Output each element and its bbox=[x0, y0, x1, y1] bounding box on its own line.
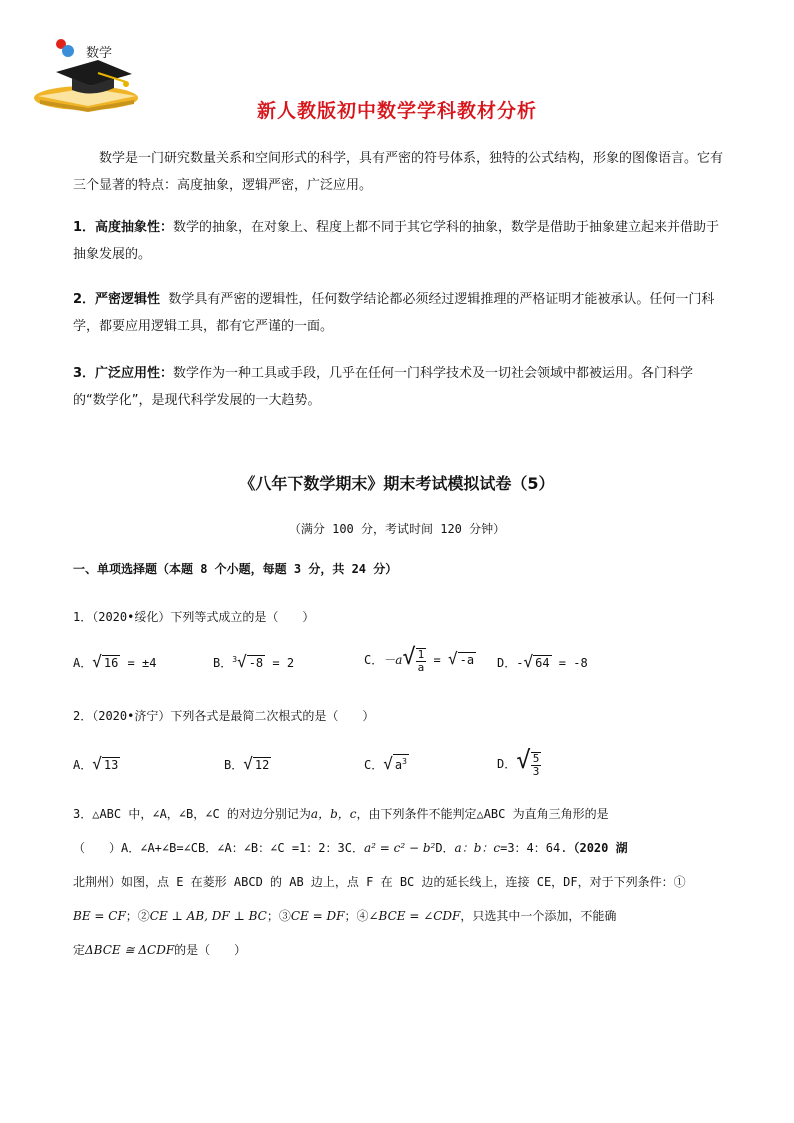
text: ，只选其中一个添加，不能确 bbox=[460, 909, 617, 923]
math-expression: ΔBCE ≅ ΔCDF bbox=[85, 943, 175, 957]
section-heading: 一、单项选择题（本题 8 个小题，每题 3 分，共 24 分） bbox=[73, 562, 398, 576]
feature-logic bbox=[73, 286, 723, 340]
question-3-4-block bbox=[73, 797, 723, 967]
option-label: D． bbox=[497, 656, 517, 670]
option-label: B． bbox=[213, 656, 233, 670]
option-label: A． bbox=[73, 656, 93, 670]
q2-option-a: A．√ 13 bbox=[73, 754, 119, 773]
equals: = bbox=[426, 653, 448, 667]
coefficient: －a bbox=[383, 653, 403, 667]
q1-option-a: A．√ 16 = ±4 bbox=[73, 652, 157, 671]
text: ；③ bbox=[266, 909, 291, 923]
text: =3：4：64. bbox=[500, 841, 568, 855]
feature-text: 数学作为一种工具或手段，几乎在任何一门科学技术及一切社会领域中都被运用。各门科学的“数学化”，是现代科学发展的一大趋势。 bbox=[73, 366, 694, 408]
fraction-denominator: a bbox=[417, 660, 425, 674]
exponent: 3 bbox=[402, 757, 407, 766]
feature-text: 数学的抽象，在对象上、程度上都不同于其它学科的抽象，数学是借助于抽象建立起来并借助于抽象发展的。 bbox=[73, 220, 720, 262]
feature-application bbox=[73, 360, 723, 414]
text: 3．△ABC 中，∠A，∠B，∠C 的对边分别记为 bbox=[73, 807, 311, 821]
text: 定 bbox=[73, 943, 86, 957]
question-2-stem: 2．（2020•济宁）下列各式是最简二次根式的是（ ） bbox=[73, 709, 375, 723]
sign: - bbox=[516, 656, 524, 670]
q4-line-5 bbox=[73, 933, 723, 967]
feature-label: 1．高度抽象性： bbox=[73, 220, 174, 235]
radicand: -a bbox=[459, 653, 475, 667]
q1-option-d: D．-√ 64 = -8 bbox=[497, 652, 588, 671]
option-label: C． bbox=[364, 758, 384, 772]
option-rest: = 2 bbox=[265, 656, 295, 670]
text: ，由下列条件不能判定△ABC 为直角三角形的是 bbox=[356, 807, 609, 821]
q2-option-c: C．√ $a^3$ bbox=[364, 754, 407, 773]
option-label: C． bbox=[364, 653, 384, 667]
fraction-denominator: 3 bbox=[532, 764, 540, 778]
exam-subtitle: （满分 100 分，考试时间 120 分钟） bbox=[288, 522, 506, 536]
option-rest: = -8 bbox=[551, 656, 588, 670]
condition-3: CE = DF bbox=[290, 909, 345, 923]
page-title: 新人教版初中数学学科教材分析 bbox=[256, 100, 537, 122]
q2-option-b: B．√ 12 bbox=[224, 754, 270, 773]
math-vars: a，b，c bbox=[310, 807, 357, 821]
text: ；② bbox=[125, 909, 150, 923]
logo-label: 数学 bbox=[86, 46, 113, 61]
intro-paragraph: 数学是一门研究数量关系和空间形式的科学，具有严密的符号体系，独特的公式结构，形象的图像语言。它有三个显著的特点：高度抽象，逻辑严密，广泛应用。 bbox=[73, 151, 724, 193]
option-rest: = ±4 bbox=[120, 656, 157, 670]
question-1-stem: 1．（2020•绥化）下列等式成立的是（ ） bbox=[73, 610, 315, 624]
option-label: A． bbox=[73, 758, 93, 772]
radicand: 13 bbox=[103, 758, 119, 772]
q1-option-b: B．$^3$√ -8 = 2 bbox=[213, 652, 295, 671]
feature-label: 2．严密逻辑性 bbox=[73, 292, 161, 307]
option-label: D． bbox=[497, 757, 517, 771]
q3-line-1 bbox=[73, 797, 723, 831]
math-expression: a：b：c bbox=[454, 841, 501, 855]
feature-label: 3．广泛应用性： bbox=[73, 366, 174, 381]
condition-4: ∠BCE = ∠CDF bbox=[368, 909, 461, 923]
condition-1: BE = CF bbox=[73, 909, 126, 923]
q4-line-3: 北荆州）如图，点 E 在菱形 ABCD 的 AB 边上，点 F 在 BC 边的延长线上，连接 CE，DF，对于下列条件：① bbox=[73, 875, 686, 889]
text: D． bbox=[435, 841, 455, 855]
base: a bbox=[394, 758, 403, 772]
q1-option-c: C．－a√ $\frac{1}{a}$ = √ -a bbox=[364, 645, 475, 674]
root-index: 3 bbox=[232, 655, 238, 664]
q2-option-d: D．√ $\frac{5}{3}$ bbox=[497, 746, 540, 778]
radicand: -8 bbox=[248, 656, 264, 670]
q4-line-4 bbox=[73, 899, 723, 933]
math-expression: a² = c² − b² bbox=[363, 841, 436, 855]
fraction-numerator: 5 bbox=[532, 751, 540, 765]
exam-title: 《八年下数学期末》期末考试模拟试卷（5） bbox=[239, 474, 555, 493]
option-label: B． bbox=[224, 758, 244, 772]
radicand: 64 bbox=[535, 656, 550, 670]
condition-2: CE ⊥ AB, DF ⊥ BC bbox=[149, 909, 267, 923]
text: ；④ bbox=[344, 909, 369, 923]
q3-line-2 bbox=[73, 831, 723, 865]
feature-text: 数学具有严密的逻辑性，任何数学结论都必须经过逻辑推理的严格证明才能被承认。任何一门科学，都要应用逻辑工具，都有它严谨的一面。 bbox=[73, 292, 715, 334]
radicand: 12 bbox=[254, 758, 270, 772]
text: （ ）A．∠A+∠B=∠CB．∠A：∠B：∠C =1：2：3C． bbox=[73, 841, 364, 855]
text: 的是（ ） bbox=[174, 943, 247, 957]
q4-source: （2020 湖 bbox=[567, 841, 628, 855]
feature-abstraction bbox=[73, 214, 723, 268]
radicand: 16 bbox=[103, 656, 119, 670]
fraction-numerator: 1 bbox=[417, 647, 425, 661]
